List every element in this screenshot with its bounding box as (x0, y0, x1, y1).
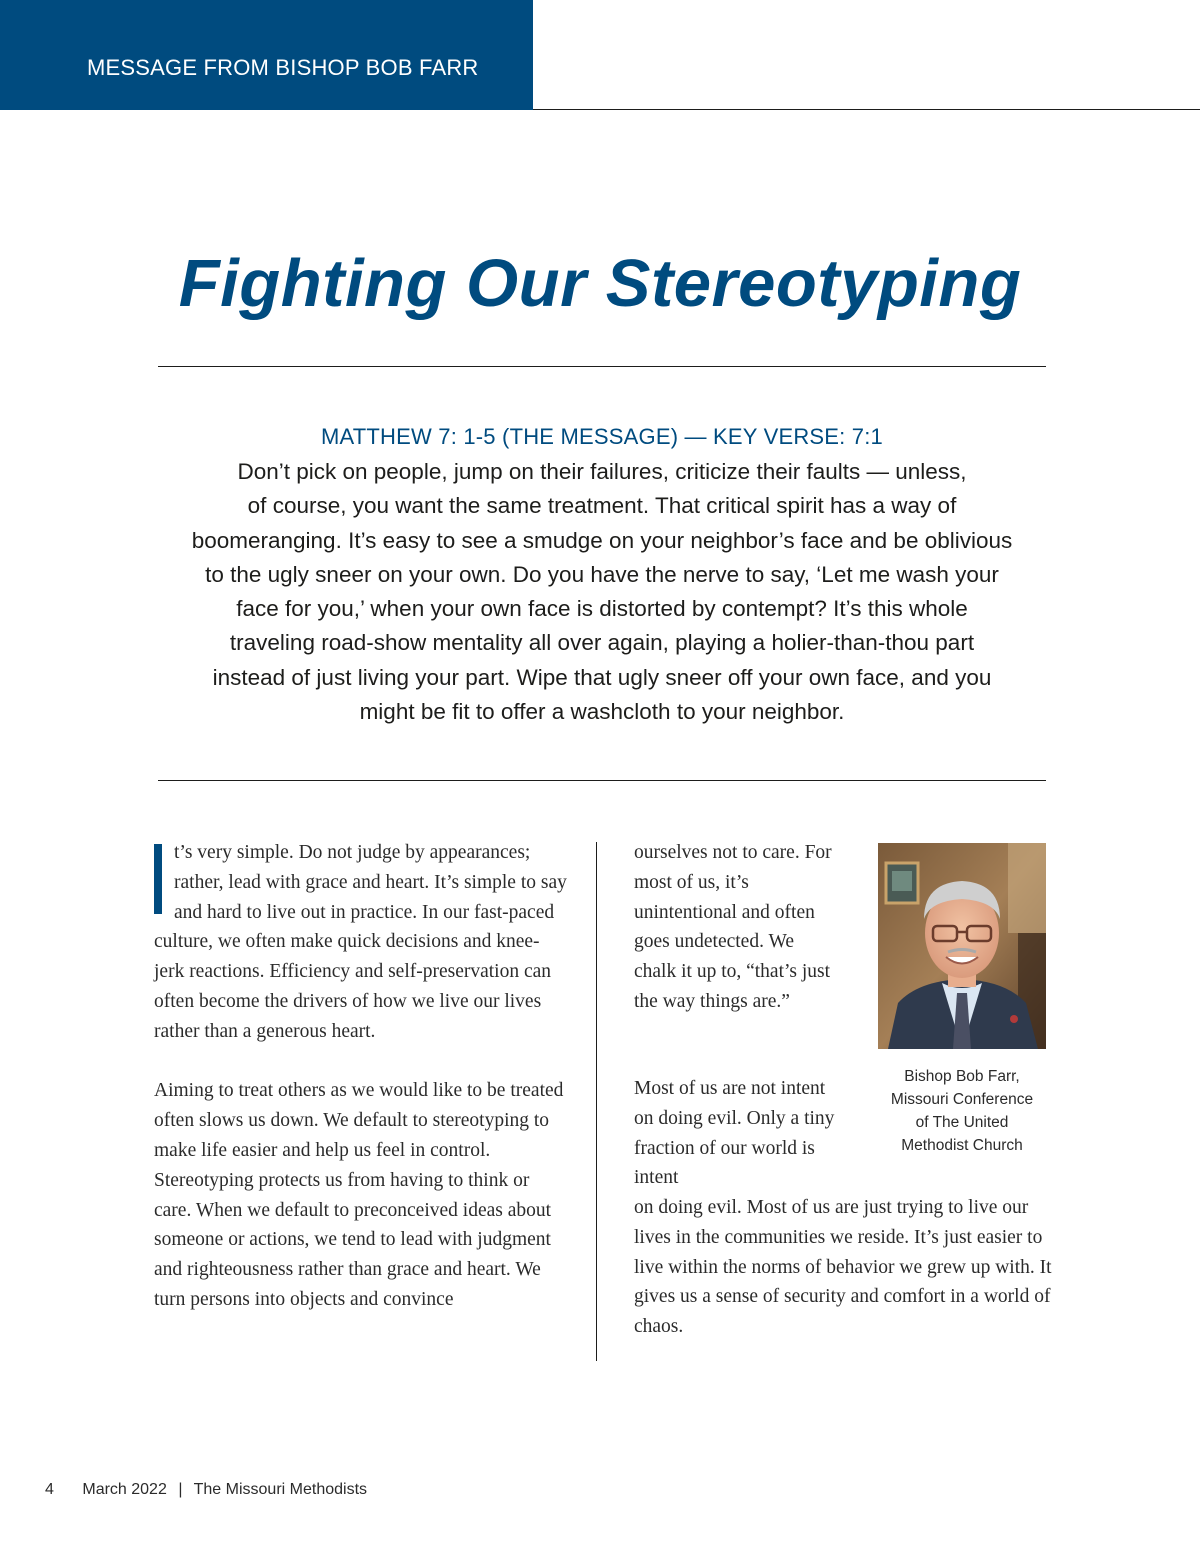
right-paragraph-2-start: Most of us are not intent on doing evil. Only a tiny fraction of our world is intent (634, 1078, 835, 1189)
page-footer (45, 1481, 367, 1499)
publication-name: The Missouri Methodists (193, 1481, 368, 1498)
page-number: 4 (45, 1481, 54, 1498)
right-paragraph-2-end: on doing evil. Most of us are just trying to live our lives in the communities we reside. It’s just easier to live within the norms of behavior we grew up with. It gives us a sense of security and comfort in a world of chaos. (634, 1197, 1052, 1338)
scripture-text (158, 455, 1046, 729)
caption-line: Missouri Conference (890, 1091, 1034, 1108)
caption-line: Methodist Church (901, 1137, 1023, 1154)
scripture-line: to the ugly sneer on your own. Do you have the nerve to say, ‘Let me wash your (205, 561, 999, 587)
left-paragraph-2: Aiming to treat others as we would like to be treated often slows us down. We default to stereotyping to make life easier and help us feel in control. Stereotyping protects us from having to think or care. When we default to preconceived ideas about someone or actions, we tend to lead with judgment and righteousness rather than grace and heart. We turn persons into objects and convince (154, 1080, 564, 1310)
section-header-label: MESSAGE FROM BISHOP BOB FARR (87, 55, 479, 80)
right-paragraph-1: ourselves not to care. For most of us, it’s unintentional and often goes undetected. We chalk it up to, “that’s just the way things are.” (634, 842, 832, 1012)
scripture-line: traveling road-show mentality all over again, playing a holier-than-thou part (229, 630, 975, 656)
right-column-bottom (634, 1193, 1054, 1342)
caption-line: Bishop Bob Farr, (904, 1068, 1020, 1085)
scripture-reference: MATTHEW 7: 1-5 (THE MESSAGE) — KEY VERSE: 7:1 (321, 424, 883, 449)
bottom-divider (158, 780, 1046, 781)
issue-date: March 2022 (82, 1481, 167, 1498)
left-paragraph-1-text: t’s very simple. Do not judge by appearances; rather, lead with grace and heart. It’s simple to say and hard to live out in practice. In our fast-paced culture, we often make quick decisions and knee-jerk reactions. Efficiency and self-preservation can often become the drivers of how we live our lives rather than a generous heart. (154, 842, 567, 1042)
scripture-block (158, 423, 1046, 729)
caption-line: of The United (915, 1114, 1009, 1131)
bishop-portrait-photo (878, 843, 1046, 1049)
header-rule (533, 109, 1200, 110)
left-paragraph-1 (154, 838, 569, 1047)
drop-cap-bar (154, 844, 162, 914)
scripture-line: might be fit to offer a washcloth to your neighbor. (359, 699, 845, 725)
scripture-line: boomeranging. It’s easy to see a smudge on your neighbor’s face and be oblivious (191, 527, 1013, 553)
top-divider (158, 366, 1046, 367)
footer-separator: | (178, 1481, 183, 1498)
scripture-line: instead of just living your part. Wipe that ugly sneer off your own face, and you (212, 664, 992, 690)
scripture-line: of course, you want the same treatment. That critical spirit has a way of (247, 493, 957, 519)
article-title: Fighting Our Stereotyping (178, 246, 1022, 321)
photo-caption (870, 1065, 1054, 1157)
right-column-top (634, 838, 839, 1017)
scripture-line: face for you,’ when your own face is distorted by contempt? It’s this whole (236, 596, 968, 622)
right-column-middle (634, 1074, 839, 1193)
scripture-line: Don’t pick on people, jump on their failures, criticize their faults — unless, (237, 459, 967, 484)
column-divider (596, 842, 597, 1361)
left-column (154, 838, 569, 1315)
